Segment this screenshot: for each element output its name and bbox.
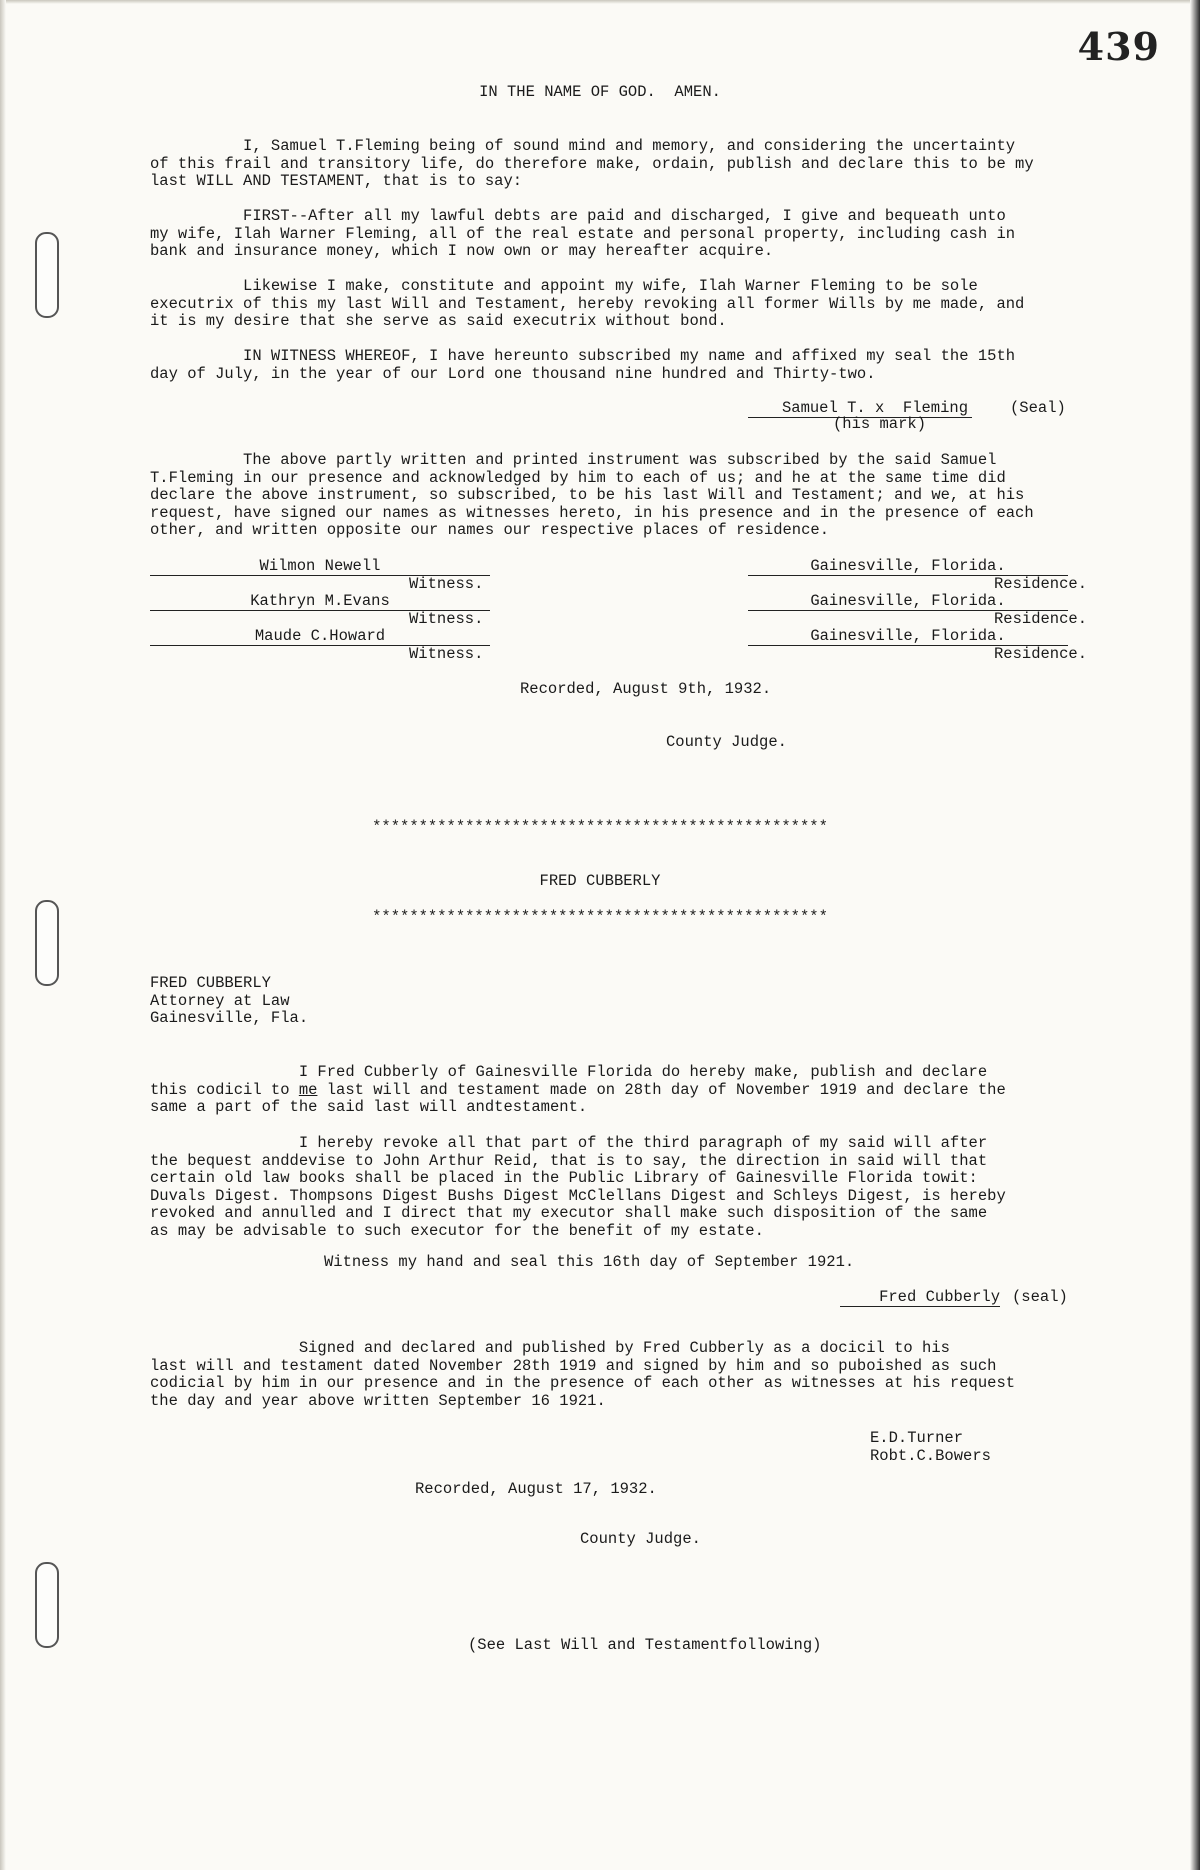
divider-bottom: ************************************************* — [372, 908, 828, 926]
will-county-judge: County Judge. — [666, 733, 787, 751]
testator-signature: Samuel T. x Fleming — [748, 399, 972, 418]
witness-2-residence: Gainesville, Florida. — [748, 592, 1068, 611]
codicil-paragraph-1-part-a: I Fred Cubberly of Gainesville Florida do hereby make, publish and declare this codicil to — [150, 1063, 988, 1099]
residence-3-label: Residence. — [994, 645, 1088, 663]
page-number: 439 — [1077, 24, 1160, 69]
witness-1-label: Witness. — [409, 575, 484, 593]
will-paragraph-intro: I, Samuel T.Fleming being of sound mind and memory, and considering the uncertainty of this frail and transitory life, do therefore make, ordain, publish and declare this to be my last WILL AND TESTAMENT, that is to say: — [150, 137, 1034, 190]
codicil-recorded-date: Recorded, August 17, 1932. — [415, 1480, 657, 1498]
codicil-seal: (seal) — [1012, 1288, 1068, 1306]
attorney-address: FRED CUBBERLY Attorney at Law Gainesville, Fla. — [150, 974, 309, 1027]
codicil-paragraph-1-part-b: last will and testament made on 28th day of November 1919 and declare the same a part of the said last will andtestament. — [150, 1080, 1006, 1116]
page-edge-right — [1190, 0, 1200, 1870]
witness-3-residence: Gainesville, Florida. — [748, 627, 1068, 646]
divider-top: ************************************************* — [372, 818, 828, 836]
residence-1-label: Residence. — [994, 575, 1088, 593]
codicil-attestation: Signed and declared and published by Fred Cubberly as a docicil to his last will and testament dated November 28th 1919 and signed by him and so puboished as such codicial by him in our presence and in the presence of each other as witnesses at his request the day and year above written September 16 1921. — [150, 1339, 1016, 1410]
binder-hole-bottom — [35, 1562, 59, 1648]
page-edge-top — [0, 0, 1200, 4]
will-paragraph-executrix: Likewise I make, constitute and appoint my wife, Ilah Warner Fleming to be sole executrix of this my last Will and Testament, hereby revoking all former Wills by me made, and it is my desire that she serve as said executrix without bond. — [150, 277, 1025, 330]
witness-3-label: Witness. — [409, 645, 484, 663]
codicil-witness-line: Witness my hand and seal this 16th day of September 1921. — [324, 1253, 855, 1271]
codicil-paragraph-1 — [150, 1064, 1006, 1117]
witness-3-name: Maude C.Howard — [150, 627, 490, 646]
section-title: FRED CUBBERLY — [539, 872, 661, 890]
binder-hole-top — [35, 232, 59, 318]
will-heading: IN THE NAME OF GOD. AMEN. — [479, 83, 721, 101]
attestation-clause: The above partly written and printed instrument was subscribed by the said Samuel T.Fleming in our presence and acknowledged by him to each of us; and he at the same time did declare the above instrument, so subscribed, to be his last Will and Testament; and we, at his request, have signed our names as witnesses hereto, in his presence and in the presence of each other, and written opposite our names our respective places of residence. — [150, 451, 1034, 539]
will-paragraph-first: FIRST--After all my lawful debts are paid and discharged, I give and bequeath unto my wife, Ilah Warner Fleming, all of the real estate and personal property, including cash in bank and insurance money, which I now own or may hereafter acquire. — [150, 207, 1016, 260]
codicil-paragraph-2: I hereby revoke all that part of the third paragraph of my said will after the bequest anddevise to John Arthur Reid, that is to say, the direction in said will that certain old law books shall be placed in the Public Library of Gainesville Florida towit: Duvals Digest. Thompsons Digest Bushs Digest McClellans Digest and Schleys Digest, is hereby revoked and annulled and I direct that my executor shall make such disposition of the same as may be advisable to such executor for the benefit of my estate. — [150, 1134, 1006, 1240]
footer-note: (See Last Will and Testamentfollowing) — [468, 1636, 822, 1654]
testator-seal: (Seal) — [1010, 399, 1066, 417]
witness-1-name: Wilmon Newell — [150, 557, 490, 576]
page-edge-left — [0, 0, 6, 1870]
witness-2-label: Witness. — [409, 610, 484, 628]
witness-1-residence: Gainesville, Florida. — [748, 557, 1068, 576]
codicil-witness-2: Robt.C.Bowers — [870, 1447, 991, 1465]
will-paragraph-witness-whereof: IN WITNESS WHEREOF, I have hereunto subscribed my name and affixed my seal the 15th day of July, in the year of our Lord one thousand nine hundred and Thirty-two. — [150, 347, 1016, 383]
residence-2-label: Residence. — [994, 610, 1088, 628]
codicil-paragraph-1-underlined: me — [298, 1080, 318, 1099]
codicil-county-judge: County Judge. — [580, 1530, 701, 1548]
testator-his-mark: (his mark) — [833, 415, 927, 433]
codicil-witness-1: E.D.Turner — [870, 1429, 964, 1447]
codicil-signature: Fred Cubberly — [840, 1288, 1000, 1307]
witness-2-name: Kathryn M.Evans — [150, 592, 490, 611]
will-recorded-date: Recorded, August 9th, 1932. — [520, 680, 772, 698]
